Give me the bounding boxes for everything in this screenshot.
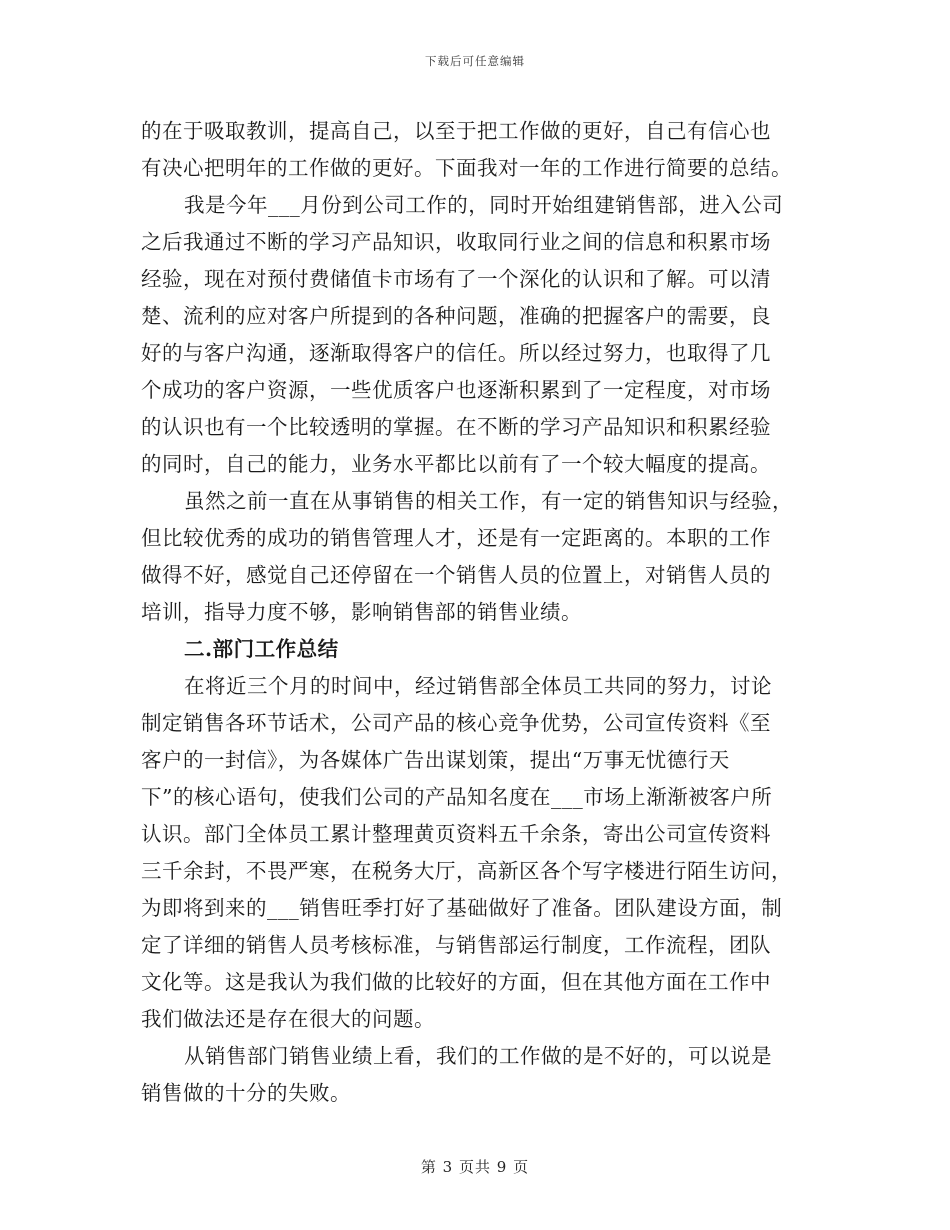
paragraph-line: 的同时，自己的能力，业务水平都比以前有了一个较大幅度的提高。: [141, 452, 771, 476]
paragraph-line: 下”的核心语句，使我们公司的产品知名度在___市场上渐渐被客户所: [141, 785, 773, 809]
paragraph-line: 制定销售各环节话术，公司产品的核心竞争优势，公司宣传资料《至: [141, 711, 771, 735]
paragraph-line: 好的与客户沟通，逐渐取得客户的信任。所以经过努力，也取得了几: [141, 341, 771, 365]
paragraph-line: 虽然之前一直在从事销售的相关工作，有一定的销售知识与经验，: [184, 489, 793, 513]
paragraph-line: 的认识也有一个比较透明的掌握。在不断的学习产品知识和积累经验: [141, 415, 771, 439]
document-body: [141, 113, 821, 1112]
paragraph-line: 销售做的十分的失败。: [141, 1081, 351, 1105]
paragraph-line: 但比较优秀的成功的销售管理人才，还是有一定距离的。本职的工作: [141, 526, 771, 550]
page-header: 下载后可任意编辑: [425, 54, 525, 68]
paragraph-line: 有决心把明年的工作做的更好。下面我对一年的工作进行简要的总结。: [141, 156, 792, 180]
paragraph-line: 认识。部门全体员工累计整理黄页资料五千余条，寄出公司宣传资料: [141, 822, 771, 846]
paragraph-line: 客户的一封信》，为各媒体广告出谋划策，提出“万事无忧德行天: [141, 748, 730, 772]
paragraph-line: 定了详细的销售人员考核标准，与销售部运行制度，工作流程，团队: [141, 933, 771, 957]
paragraph-line: 的在于吸取教训，提高自己，以至于把工作做的更好，自己有信心也: [141, 119, 771, 143]
page-number-footer: 第 3 页共 9 页: [420, 1158, 530, 1176]
paragraph-line: 个成功的客户资源，一些优质客户也逐渐积累到了一定程度，对市场: [141, 378, 771, 402]
paragraph-line: 在将近三个月的时间中，经过销售部全体员工共同的努力，讨论: [184, 674, 772, 698]
section-heading: 二.部门工作总结: [184, 637, 339, 661]
paragraph-line: 培训，指导力度不够，影响销售部的销售业绩。: [141, 600, 582, 624]
paragraph-line: 之后我通过不断的学习产品知识，收取同行业之间的信息和积累市场: [141, 230, 771, 254]
paragraph-line: 从销售部门销售业绩上看，我们的工作做的是不好的，可以说是: [184, 1044, 772, 1068]
paragraph-line: 我们做法还是存在很大的问题。: [141, 1007, 435, 1031]
paragraph-line: 做得不好，感觉自己还停留在一个销售人员的位置上，对销售人员的: [141, 563, 771, 587]
paragraph-line: 我是今年___月份到公司工作的，同时开始组建销售部，进入公司: [184, 193, 784, 217]
paragraph-line: 楚、流利的应对客户所提到的各种问题，准确的把握客户的需要，良: [141, 304, 771, 328]
paragraph-line: 经验，现在对预付费储值卡市场有了一个深化的认识和了解。可以清: [141, 267, 771, 291]
paragraph-line: 为即将到来的___销售旺季打好了基础做好了准备。团队建设方面，制: [141, 896, 783, 920]
paragraph-line: 文化等。这是我认为我们做的比较好的方面，但在其他方面在工作中: [141, 970, 771, 994]
paragraph-line: 三千余封，不畏严寒，在税务大厅，高新区各个写字楼进行陌生访问，: [141, 859, 792, 883]
